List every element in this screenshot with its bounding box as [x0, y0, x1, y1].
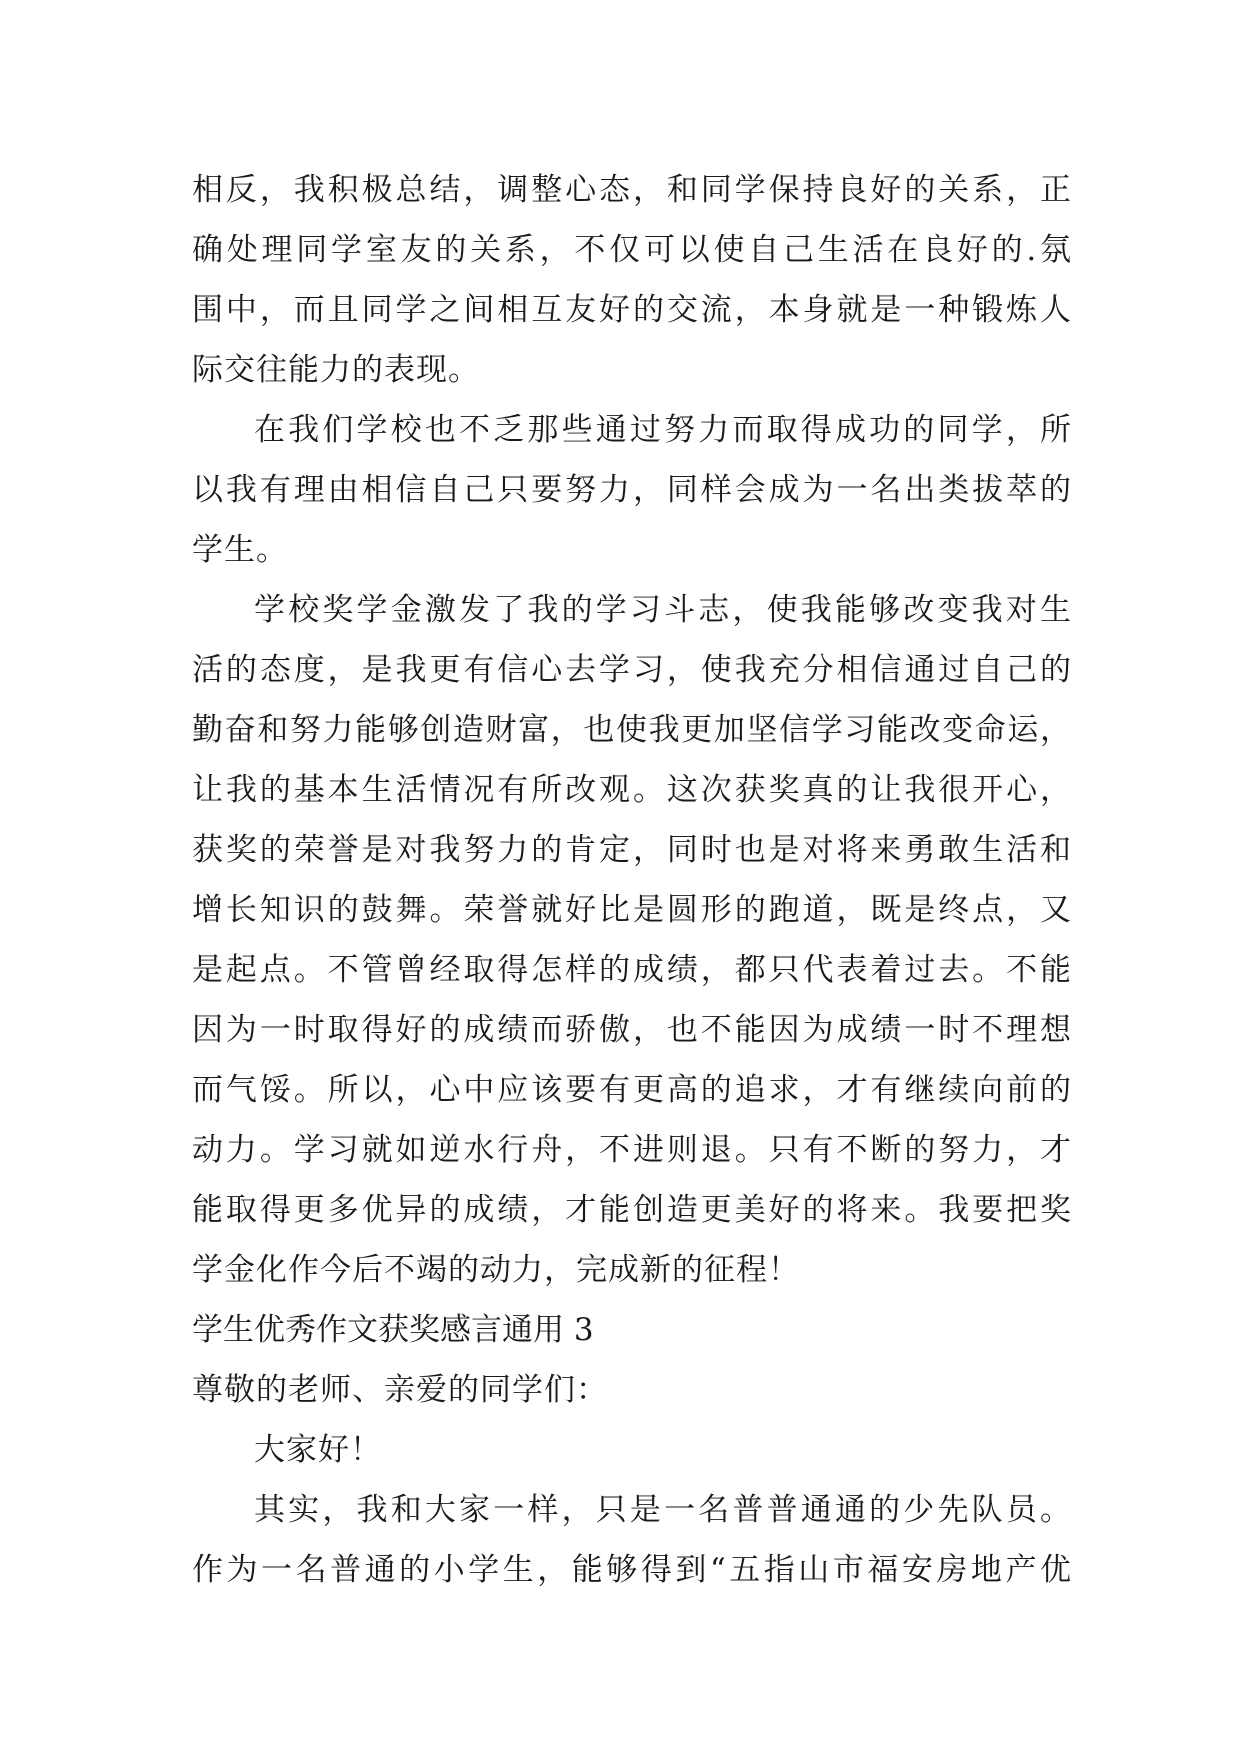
text-line: 围中，而且同学之间相互友好的交流，本身就是一种锻炼人	[192, 292, 1072, 328]
text-line: 学生。	[192, 532, 288, 568]
text-line: 确处理同学室友的关系，不仅可以使自己生活在良好的.氛	[192, 232, 1072, 268]
text-line: 相反，我积极总结，调整心态，和同学保持良好的关系，正	[192, 172, 1072, 208]
text-line: 获奖的荣誉是对我努力的肯定，同时也是对将来勇敢生活和	[192, 832, 1072, 868]
section-heading: 学生优秀作文获奖感言通用 3	[192, 1312, 594, 1348]
text-line: 是起点。不管曾经取得怎样的成绩，都只代表着过去。不能	[192, 952, 1072, 988]
paragraph-first-line: 在我们学校也不乏那些通过努力而取得成功的同学，所	[254, 412, 1072, 448]
text-line: 因为一时取得好的成绩而骄傲，也不能因为成绩一时不理想	[192, 1012, 1072, 1048]
text-line: 让我的基本生活情况有所改观。这次获奖真的让我很开心，	[192, 772, 1072, 808]
salutation: 尊敬的老师、亲爱的同学们：	[192, 1372, 608, 1408]
document-body	[192, 160, 1072, 1600]
paragraph-first-line: 其实，我和大家一样，只是一名普普通通的少先队员。	[254, 1492, 1072, 1528]
text-line: 而气馁。所以，心中应该要有更高的追求，才有继续向前的	[192, 1072, 1072, 1108]
text-line: 学金化作今后不竭的动力，完成新的征程！	[192, 1252, 800, 1288]
text-line: 以我有理由相信自己只要努力，同样会成为一名出类拔萃的	[192, 472, 1072, 508]
greeting: 大家好！	[254, 1432, 382, 1468]
text-line: 能取得更多优异的成绩，才能创造更美好的将来。我要把奖	[192, 1192, 1072, 1228]
text-line: 增长知识的鼓舞。荣誉就好比是圆形的跑道，既是终点，又	[192, 892, 1072, 928]
paragraph-first-line: 学校奖学金激发了我的学习斗志，使我能够改变我对生	[254, 592, 1072, 628]
text-line: 勤奋和努力能够创造财富，也使我更加坚信学习能改变命运，	[192, 712, 1072, 748]
text-line: 作为一名普通的小学生，能够得到“五指山市福安房地产优	[192, 1552, 1072, 1588]
text-line: 际交往能力的表现。	[192, 352, 480, 388]
text-line: 动力。学习就如逆水行舟，不进则退。只有不断的努力，才	[192, 1132, 1072, 1168]
text-line: 活的态度，是我更有信心去学习，使我充分相信通过自己的	[192, 652, 1072, 688]
